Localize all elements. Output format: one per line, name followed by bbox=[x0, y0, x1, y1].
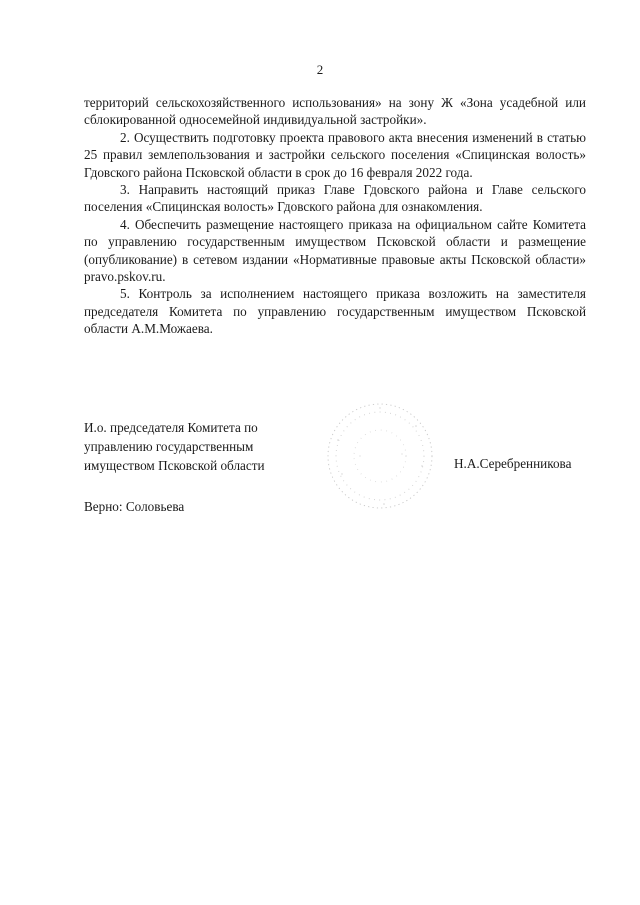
signatory-title-line-3: имуществом Псковской области bbox=[84, 458, 265, 473]
signatory-title bbox=[84, 418, 324, 475]
paragraph-item-5: 5. Контроль за исполнением настоящего приказа возложить на заместителя председателя Комитета по управлению государственным имуществом Псковской области А.М.Можаева. bbox=[84, 286, 586, 337]
paragraph-item-2: 2. Осуществить подготовку проекта правового акта внесения изменений в статью 25 правил землепользования и застройки сельского поселения «Спицинская волость» Гдовского района Псковской области в срок до 16 февраля 2022 года. bbox=[84, 129, 586, 180]
verified-by: Верно: Соловьева bbox=[84, 499, 185, 514]
page-number: 2 bbox=[316, 62, 324, 77]
signatory-title-line-2: управлению государственным bbox=[84, 439, 254, 454]
signature-block bbox=[84, 418, 586, 498]
document-body bbox=[84, 94, 586, 338]
signatory-name: Н.А.Серебренникова bbox=[454, 456, 572, 471]
paragraph-item-3: 3. Направить настоящий приказ Главе Гдовского района и Главе сельского поселения «Спицинская волость» Гдовского района для ознакомления. bbox=[84, 182, 586, 215]
faint-round-seal-icon bbox=[320, 396, 440, 516]
paragraph-continuation: территорий сельскохозяйственного использования» на зону Ж «Зона усадебной или сблокированной односемейной индивидуальной застройки». bbox=[84, 95, 586, 128]
signatory-title-line-1: И.о. председателя Комитета по bbox=[84, 420, 258, 435]
paragraph-item-4: 4. Обеспечить размещение настоящего приказа на официальном сайте Комитета по управлению государственным имуществом Псковской области и размещение (опубликование) в сетевом издании «Нормативные правовые акты Псковской области» pravo.pskov.ru. bbox=[84, 216, 586, 285]
